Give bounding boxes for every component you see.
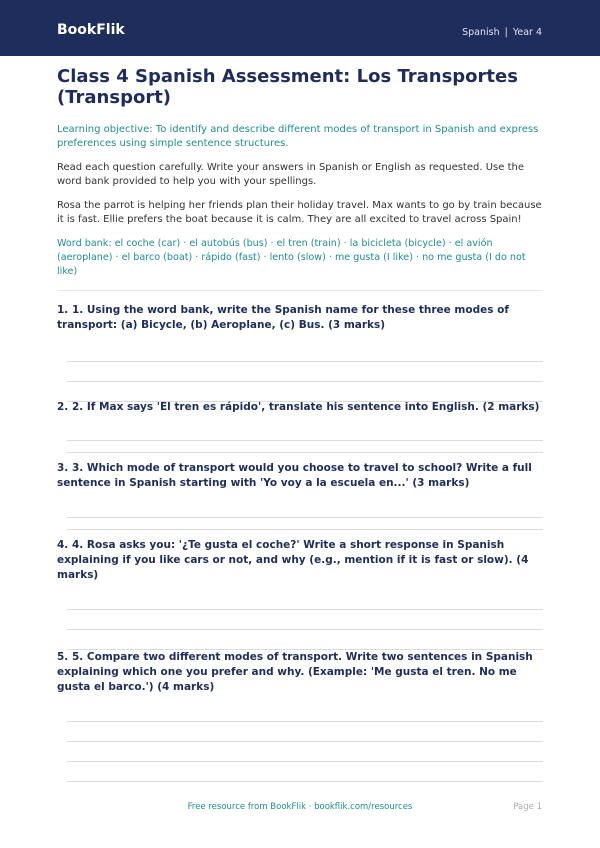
question-text: 5. 5. Compare two different modes of transport. Write two sentences in Spanish explaining which one you prefer and why. (Example: 'Me gusta el tren. No me gusta el barco.') (4 marks) (57, 651, 533, 693)
answer-lines (67, 517, 543, 530)
page-footer (0, 802, 600, 816)
answer-line[interactable] (67, 721, 543, 722)
subject-label: Spanish (462, 27, 500, 38)
question-4 (57, 538, 543, 650)
word-bank: Word bank: el coche (car) · el autobús (bus) · el tren (train) · la bicicleta (bicycle) · el avión (aeroplane) · el barco (boat) · rápido (fast) · lento (slow) · me gusta (I like) · no me gusta (I do not like) (57, 238, 526, 277)
question-1 (57, 303, 543, 402)
instructions: Read each question carefully. Write your answers in Spanish or English as requested. Use the word bank provided to help you with your spellings. (57, 162, 524, 187)
question-text: 1. 1. Using the word bank, write the Spanish name for these three modes of transport: (a) Bicycle, (b) Aeroplane, (c) Bus. (3 marks) (57, 304, 509, 331)
question-2 (57, 400, 543, 453)
meta-separator: | (504, 27, 508, 38)
answer-line[interactable] (67, 452, 543, 453)
question-text: 4. 4. Rosa asks you: '¿Te gusta el coche?' Write a short response in Spanish explaining if you like cars or not, and why (e.g., mention if it is fast or slow). (4 marks) (57, 539, 529, 581)
header-bar (0, 0, 600, 56)
answer-lines (67, 361, 543, 402)
answer-lines (67, 609, 543, 650)
answer-line[interactable] (67, 781, 543, 782)
section-divider (57, 290, 543, 291)
brand-logo: BookFlik (57, 22, 125, 38)
answer-line[interactable] (67, 440, 543, 441)
worksheet-body (57, 66, 543, 782)
header-meta (462, 27, 542, 38)
question-5 (57, 650, 543, 782)
learning-objective: Learning objective: To identify and describe different modes of transport in Spanish and express preferences using simple sentence structures. (57, 124, 539, 149)
answer-line[interactable] (67, 361, 543, 362)
question-text: 2. 2. If Max says 'El tren es rápido', translate his sentence into English. (2 marks) (57, 401, 540, 413)
question-3 (57, 461, 543, 530)
answer-lines (67, 440, 543, 453)
page-title: Class 4 Spanish Assessment: Los Transportes (Transport) (57, 66, 518, 108)
answer-line[interactable] (67, 609, 543, 610)
answer-line[interactable] (67, 517, 543, 518)
answer-line[interactable] (67, 629, 543, 630)
story-text: Rosa the parrot is helping her friends plan their holiday travel. Max wants to go by train because it is fast. Ellie prefers the boat because it is calm. They are all excited to travel across Spain! (57, 200, 542, 225)
year-label: Year 4 (512, 27, 542, 38)
page-number: Page 1 (513, 802, 542, 812)
answer-line[interactable] (67, 761, 543, 762)
answer-lines (67, 721, 543, 782)
answer-line[interactable] (67, 381, 543, 382)
question-text: 3. 3. Which mode of transport would you choose to travel to school? Write a full sentence in Spanish starting with 'Yo voy a la escuela en...' (3 marks) (57, 462, 532, 489)
footer-link[interactable]: Free resource from BookFlik · bookflik.com/resources (187, 802, 413, 812)
answer-line[interactable] (67, 529, 543, 530)
answer-line[interactable] (67, 741, 543, 742)
